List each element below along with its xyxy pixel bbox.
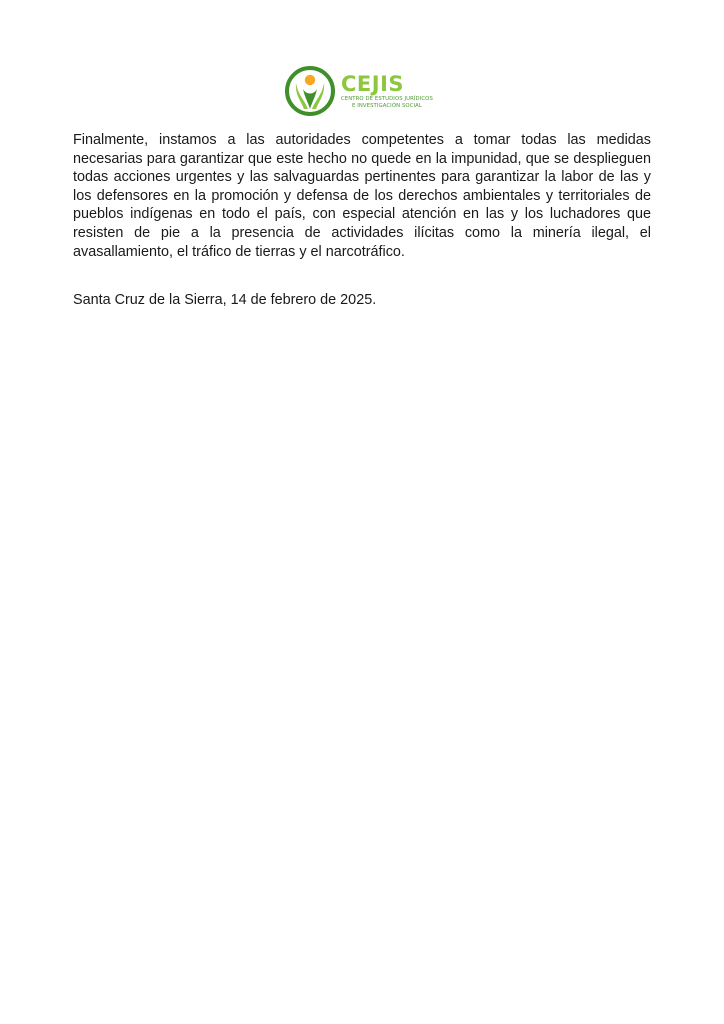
- logo-subtitle-line2: E INVESTIGACIÓN SOCIAL: [351, 103, 422, 109]
- logo-name: CEJIS: [341, 72, 405, 96]
- cejis-emblem-icon: [284, 65, 336, 117]
- cejis-logo: [284, 64, 454, 118]
- body-paragraph: Finalmente, instamos a las autoridades competentes a tomar todas las medidas necesarias para garantizar que este hecho no quede en la impunidad, que se desplieguen todas acciones urgentes y las salvaguardas pertinentes para garantizar la labor de las y los defensores en la promoción y defensa de los derechos ambientales y territoriales de pueblos indígenas en todo el país, con especial atención en las y los luchadores que resisten de pie a la presencia de actividades ilícitas como la minería ilegal, el avasallamiento, el tráfico de tierras y el narcotráfico.: [73, 132, 651, 260]
- logo-text: [341, 72, 433, 110]
- logo-subtitle-line1: CENTRO DE ESTUDIOS JURÍDICOS: [341, 96, 433, 102]
- closing-place-date: Santa Cruz de la Sierra, 14 de febrero de 2025.: [73, 292, 377, 308]
